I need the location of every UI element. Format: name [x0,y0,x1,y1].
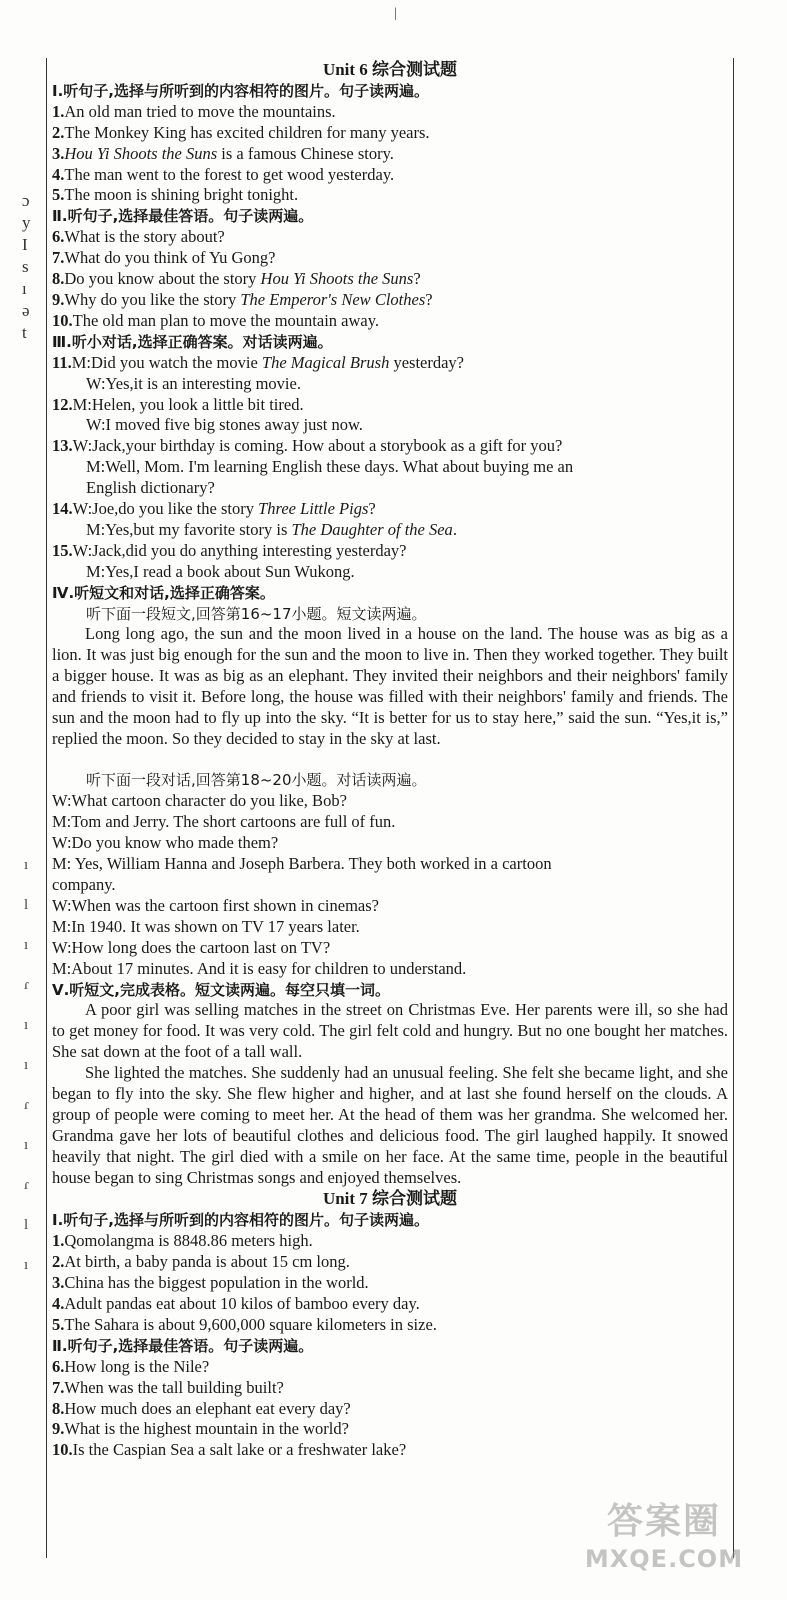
unit6-section5-heading: Ⅴ.听短文,完成表格。短文读两遍。每空只填一词。 [52,980,391,999]
list-item: 1.Qomolangma is 8848.86 meters high. [52,1231,313,1251]
watermark-en: MXQE.COM [584,1545,744,1573]
dialogue-line: W:I moved five big stones away just now. [86,415,363,435]
list-item: 1.An old man tried to move the mountains. [52,101,336,121]
list-item: 4.Adult pandas eat about 10 kilos of bamboo every day. [52,1293,420,1313]
dialogue-line: M:Well, Mom. I'm learning English these days. What about buying me an [86,457,574,477]
watermark-cn: 答案圈 [606,1501,721,1542]
dialogue-line: English dictionary? [86,478,215,498]
list-item: 8.Do you know about the story Hou Yi Shoots the Suns? [52,269,421,289]
dialogue-line: M:About 17 minutes. And it is easy for children to understand. [52,958,467,978]
list-item: 3.China has the biggest population in the world. [52,1273,369,1293]
left-border-rule [46,58,47,1558]
margin-mark: ı [24,1057,29,1073]
dialogue-line: 11.M:Did you watch the movie The Magical Brush yesterday? [52,352,464,372]
unit7-section2-heading: Ⅱ.听句子,选择最佳答语。句子读两遍。 [52,1336,314,1355]
margin-mark: ı [24,937,29,953]
list-item: 10.Is the Caspian Sea a salt lake or a freshwater lake? [52,1440,407,1460]
list-item: 2.At birth, a baby panda is about 15 cm long. [52,1252,350,1272]
dialogue-line: W:When was the cartoon first shown in cinemas? [52,895,379,915]
margin-mark: l [24,897,29,913]
margin-mark: I [22,235,28,254]
list-item: 6.What is the story about? [52,227,225,247]
margin-mark: ı [22,279,27,298]
margin-mark: ı [24,1257,29,1273]
margin-mark: ə [22,301,30,320]
margin-mark: ı [24,857,29,873]
margin-mark: ı [24,1017,29,1033]
dialogue-line: W:What cartoon character do you like, Bob? [52,791,347,811]
dialogue-line: M:Tom and Jerry. The short cartoons are full of fun. [52,812,396,832]
dialogue-line: W:How long does the cartoon last on TV? [52,937,331,957]
dialogue-line: W:Do you know who made them? [52,833,279,853]
list-item: 5.The moon is shining bright tonight. [52,185,299,205]
margin-mark: s [22,257,29,276]
unit7-title: Unit 7 综合测试题 [322,1189,458,1209]
margin-mark: ɾ [24,1097,29,1113]
margin-mark: ɾ [24,1177,29,1193]
dialogue-line: company. [52,875,116,894]
margin-mark: ɔ [22,191,30,210]
site-watermark [549,1500,779,1590]
unit6-section4-heading: Ⅳ.听短文和对话,选择正确答案。 [52,583,275,602]
dialogue-intro: 听下面一段对话,回答第18~20小题。对话读两遍。 [86,771,427,790]
transcript-page [52,60,728,1461]
dialogue-line: 12.M:Helen, you look a little bit tired. [52,394,304,414]
margin-mark: ɾ [24,977,29,993]
list-item: 6.How long is the Nile? [52,1356,210,1376]
dialogue-line: 15.W:Jack,did you do anything interesting yesterday? [52,540,407,560]
passage-text: A poor girl was selling matches in the street on Christmas Eve. Her parents were ill, so she had to get money for food. It was very cold. The girl felt cold and hungry. But no one bought her matches. She sat down at the foot of a tall wall. [52,1000,728,1062]
dialogue-line: M:Yes,but my favorite story is The Daughter of the Sea. [86,519,457,539]
passage-text: She lighted the matches. She suddenly had an unusual feeling. She felt she became light, and she began to fly into the sky. She flew higher and higher, and at last she found herself on the clouds. A group of people were coming to meet her. At the head of them was her grandma. She welcomed her. Grandma gave her lots of beautiful clothes and delicious food. The girl laughed happily. It snowed heavily that night. The girl died with a smile on her face. At the same time, people in the beautiful house began to sing Christmas songs and enjoyed themselves. [52,1063,728,1187]
unit6-section1-heading: Ⅰ.听句子,选择与所听到的内容相符的图片。句子读两遍。 [52,81,429,100]
list-item: 4.The man went to the forest to get wood yesterday. [52,164,395,184]
margin-mark: t [22,323,27,342]
dialogue-line: M:In 1940. It was shown on TV 17 years later. [52,916,360,936]
list-item: 5.The Sahara is about 9,600,000 square kilometers in size. [52,1314,437,1334]
list-item: 8.How much does an elephant eat every day? [52,1398,351,1418]
right-border-rule [733,58,734,1558]
list-item: 3.Hou Yi Shoots the Suns is a famous Chinese story. [52,143,394,163]
list-item: 9.What is the highest mountain in the world? [52,1419,349,1439]
dialogue-line: 13.W:Jack,your birthday is coming. How about a storybook as a gift for you? [52,436,563,456]
dialogue-line: W:Yes,it is an interesting movie. [86,373,301,393]
margin-mark: ı [24,1137,29,1153]
dialogue-line: 14.W:Joe,do you like the story Three Little Pigs? [52,499,376,519]
dialogue-line: M:Yes,I read a book about Sun Wukong. [86,561,355,581]
unit6-section3-heading: Ⅲ.听小对话,选择正确答案。对话读两遍。 [52,332,333,351]
unit6-section2-heading: Ⅱ.听句子,选择最佳答语。句子读两遍。 [52,207,314,226]
margin-marks [22,190,42,344]
margin-mark: y [22,213,31,232]
margin-marks-lower [24,850,42,1290]
dialogue-line: M: Yes, William Hanna and Joseph Barbera. They both worked in a cartoon [52,854,552,874]
passage-text: Long long ago, the sun and the moon lived in a house on the land. The house was as big as a lion. It was just big enough for the sun and the moon to live in. Then they worked together. They built a bigger house. It was as big as an elephant. They invited their neighbors and their neighbors' family and friends to visit it. Before long, the house was filled with their neighbors' family and friends. The sun and the moon had to fly up into the sky. “It is better for us to stay here,” said the sun. “Yes,it is,” replied the moon. So they decided to stay in the sky at last. [52,624,728,748]
list-item: 7.What do you think of Yu Gong? [52,248,276,268]
unit7-section1-heading: Ⅰ.听句子,选择与所听到的内容相符的图片。句子读两遍。 [52,1211,429,1230]
margin-mark: l [24,1217,29,1233]
list-item: 7.When was the tall building built? [52,1377,284,1397]
list-item: 10.The old man plan to move the mountain away. [52,310,380,330]
passage-intro: 听下面一段短文,回答第16~17小题。短文读两遍。 [86,604,427,623]
unit6-title: Unit 6 综合测试题 [322,60,458,79]
list-item: 2.The Monkey King has excited children for many years. [52,122,430,142]
list-item: 9.Why do you like the story The Emperor's New Clothes? [52,289,433,309]
top-mark: | [394,6,397,21]
